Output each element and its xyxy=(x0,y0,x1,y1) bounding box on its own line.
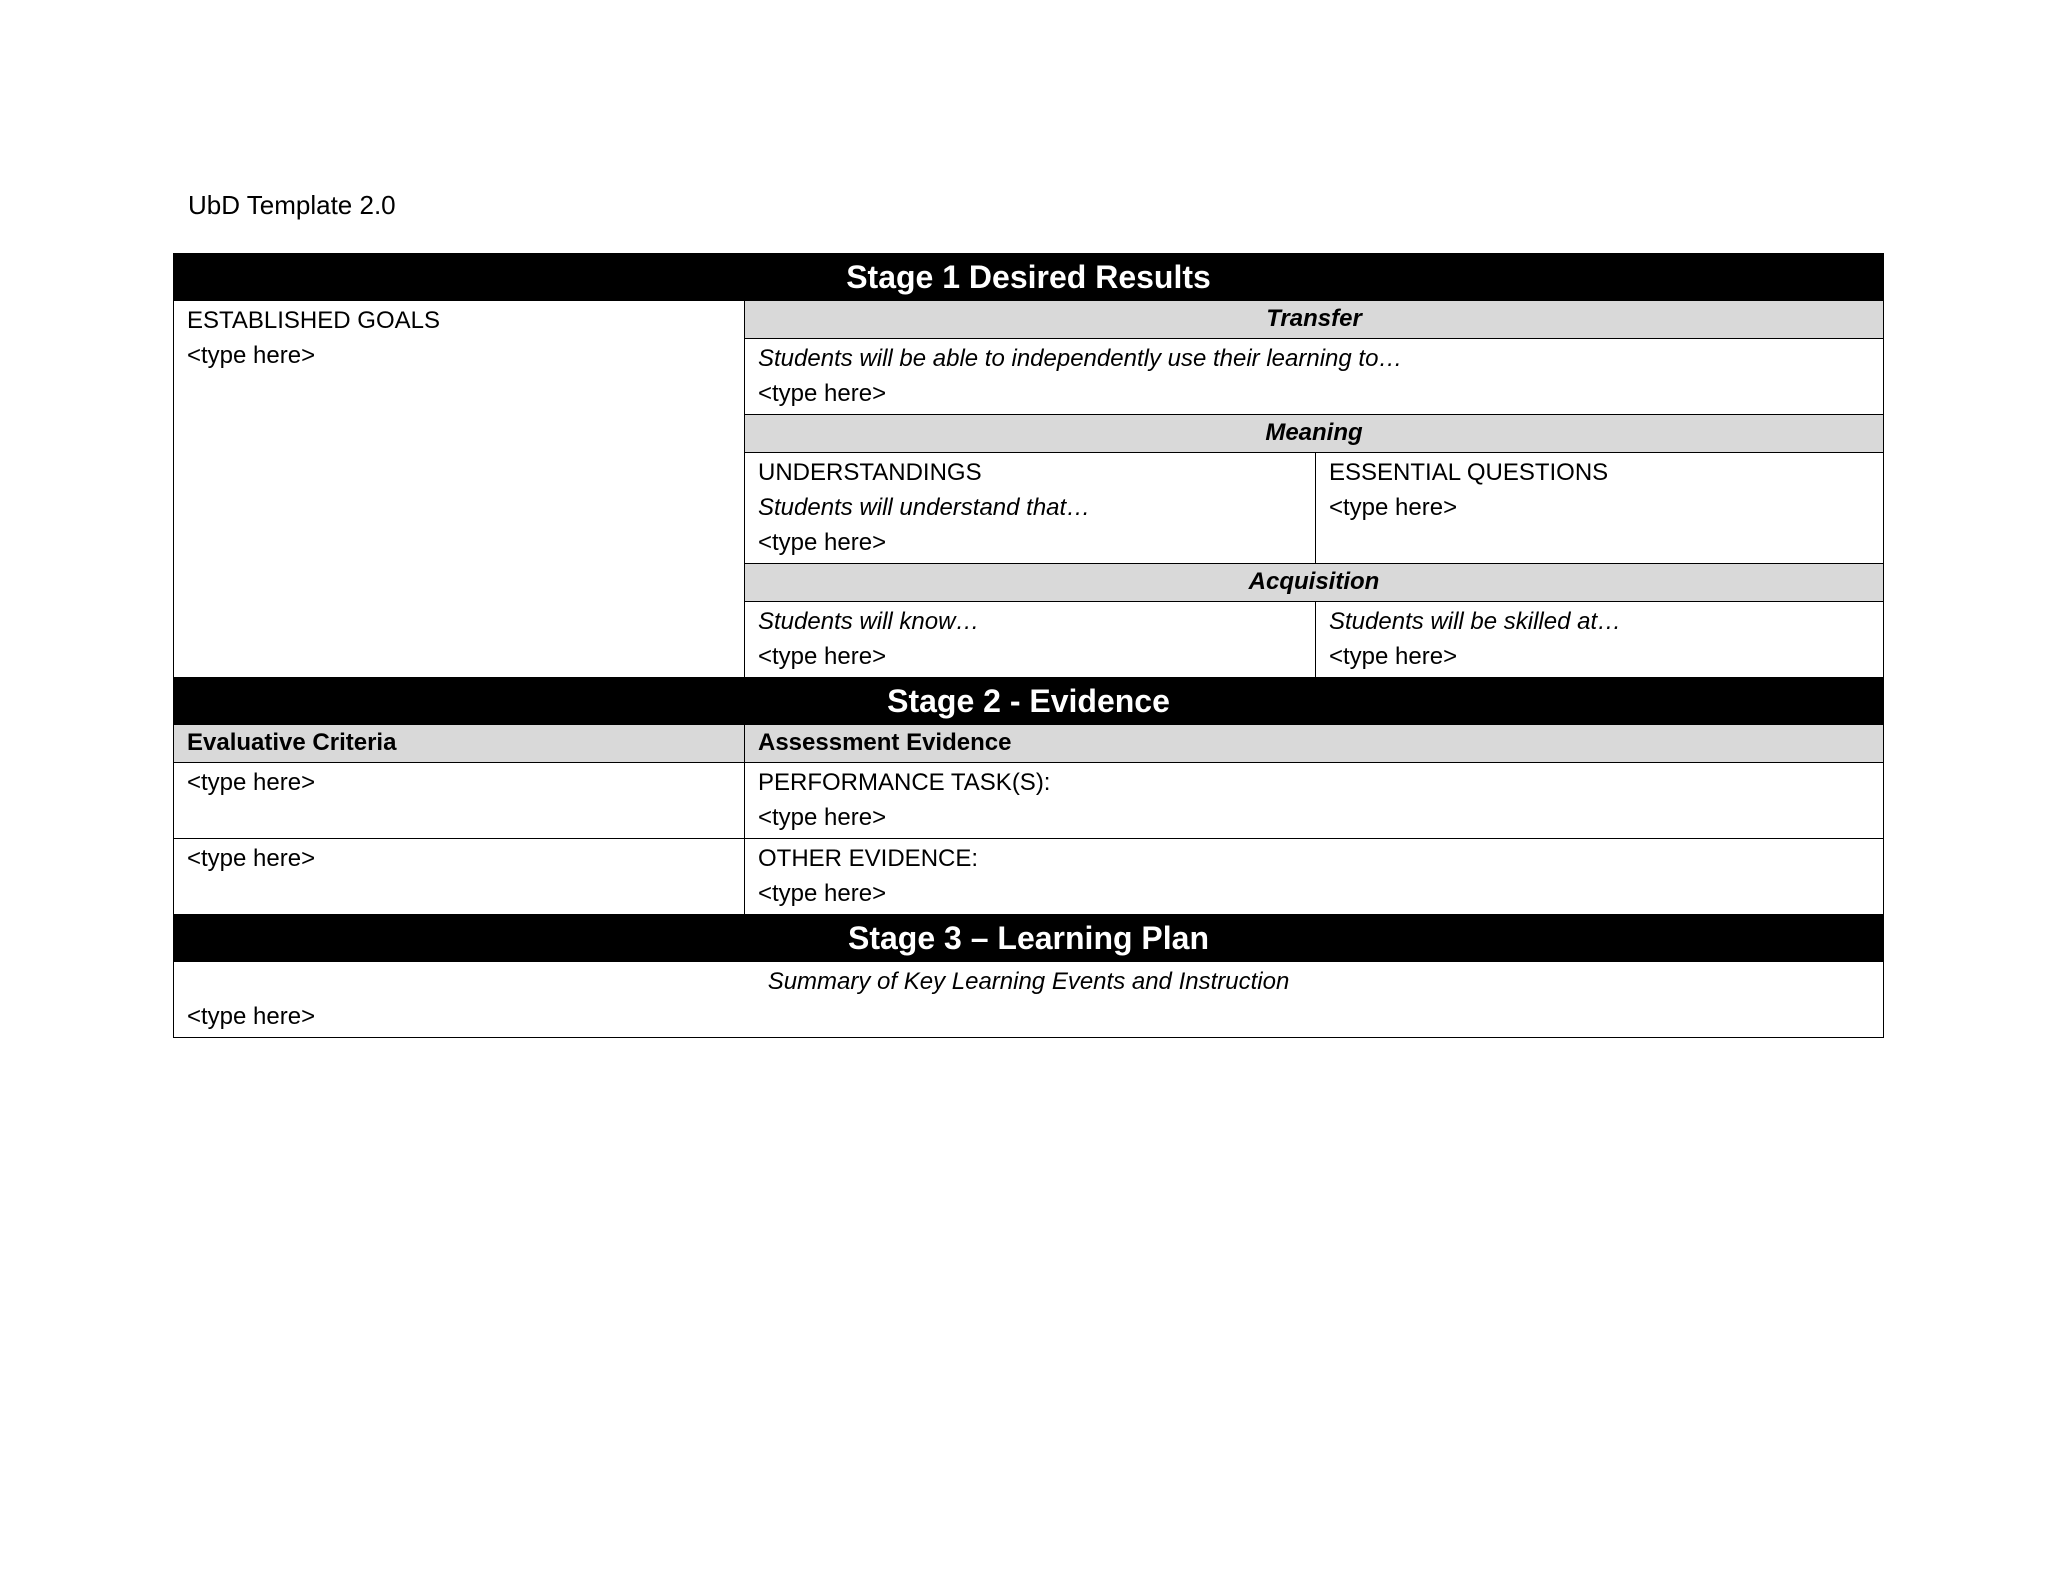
evidence-row xyxy=(174,763,1884,839)
assessment-evidence-header: Assessment Evidence xyxy=(745,725,1884,763)
stage2-header: Stage 2 - Evidence xyxy=(174,678,1884,725)
performance-task-cell[interactable] xyxy=(745,763,1884,839)
evaluative-criteria-header: Evaluative Criteria xyxy=(174,725,745,763)
transfer-input[interactable]: <type here> xyxy=(758,380,887,407)
stage1-header: Stage 1 Desired Results xyxy=(174,254,1884,301)
essential-questions-label: ESSENTIAL QUESTIONS xyxy=(1329,459,1609,486)
established-goals-input[interactable]: <type here> xyxy=(187,342,316,369)
evaluative-criteria-input[interactable] xyxy=(174,763,745,839)
performance-task-label: PERFORMANCE TASK(S): xyxy=(758,769,1051,796)
transfer-header: Transfer xyxy=(745,301,1884,339)
stage2-header-row xyxy=(174,678,1884,725)
learning-plan-cell[interactable] xyxy=(174,962,1884,1038)
other-evidence-label: OTHER EVIDENCE: xyxy=(758,845,979,872)
meaning-header: Meaning xyxy=(745,415,1884,453)
criteria-input-text[interactable]: <type here> xyxy=(187,769,316,796)
students-skilled-prompt: Students will be skilled at… xyxy=(1329,608,1622,635)
evidence-row xyxy=(174,839,1884,915)
transfer-cell[interactable] xyxy=(745,339,1884,415)
other-evidence-cell[interactable] xyxy=(745,839,1884,915)
students-skilled-input[interactable]: <type here> xyxy=(1329,643,1458,670)
essential-questions-input[interactable]: <type here> xyxy=(1329,494,1458,521)
acquisition-header: Acquisition xyxy=(745,564,1884,602)
stage3-header: Stage 3 – Learning Plan xyxy=(174,915,1884,962)
understandings-prompt: Students will understand that… xyxy=(758,494,1091,521)
students-skilled-cell[interactable] xyxy=(1316,602,1884,678)
stage3-header-row xyxy=(174,915,1884,962)
students-know-cell[interactable] xyxy=(745,602,1316,678)
evaluative-criteria-input[interactable] xyxy=(174,839,745,915)
understandings-cell[interactable] xyxy=(745,453,1316,564)
ubd-template-table xyxy=(173,253,1884,1038)
understandings-input[interactable]: <type here> xyxy=(758,529,887,556)
students-know-input[interactable]: <type here> xyxy=(758,643,887,670)
stage1-header-row xyxy=(174,254,1884,301)
learning-plan-summary: Summary of Key Learning Events and Instruction xyxy=(767,968,1290,995)
performance-task-input[interactable]: <type here> xyxy=(758,804,887,831)
students-know-prompt: Students will know… xyxy=(758,608,980,635)
essential-questions-cell[interactable] xyxy=(1316,453,1884,564)
other-evidence-input[interactable]: <type here> xyxy=(758,880,887,907)
established-goals-label: ESTABLISHED GOALS xyxy=(187,307,440,334)
learning-plan-input[interactable]: <type here> xyxy=(187,1003,316,1030)
established-goals-cell[interactable] xyxy=(174,301,745,678)
document-title: UbD Template 2.0 xyxy=(188,190,396,220)
transfer-prompt: Students will be able to independently use their learning to… xyxy=(758,345,1403,372)
criteria-input-text[interactable]: <type here> xyxy=(187,845,316,872)
understandings-label: UNDERSTANDINGS xyxy=(758,459,982,486)
